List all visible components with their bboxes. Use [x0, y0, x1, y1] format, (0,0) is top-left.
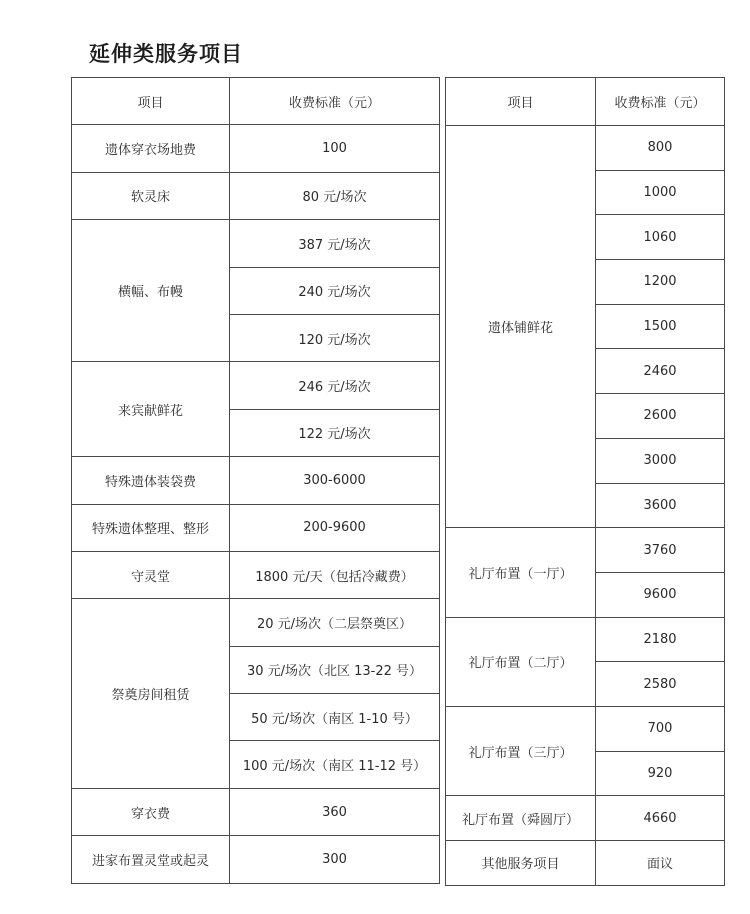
price-cell: 30 元/场次（北区 13-22 号） [230, 646, 440, 693]
price-cell: 3760 [596, 528, 725, 573]
table-row [446, 841, 725, 886]
price-cell: 2600 [596, 394, 725, 439]
price-cell: 100 [230, 125, 440, 172]
item-name-cell: 礼厅布置（舜圆厅） [446, 796, 596, 841]
item-name-cell: 遗体穿衣场地费 [72, 125, 230, 172]
table-row [72, 362, 440, 409]
price-cell: 240 元/场次 [230, 267, 440, 314]
price-cell: 246 元/场次 [230, 362, 440, 409]
item-name-cell: 特殊遗体装袋费 [72, 457, 230, 504]
item-name-cell: 遗体铺鲜花 [446, 126, 596, 528]
price-cell: 1200 [596, 260, 725, 305]
header-item: 项目 [72, 78, 230, 125]
price-cell: 2460 [596, 349, 725, 394]
price-cell: 20 元/场次（二层祭奠区） [230, 599, 440, 646]
table-row [72, 599, 440, 646]
price-cell: 50 元/场次（南区 1-10 号） [230, 694, 440, 741]
price-cell: 1500 [596, 304, 725, 349]
item-name-cell: 来宾献鲜花 [72, 362, 230, 457]
table-row [72, 125, 440, 172]
price-cell: 700 [596, 706, 725, 751]
table-header-row [72, 78, 440, 125]
page-title: 延伸类服务项目 [89, 42, 243, 66]
price-cell: 80 元/场次 [230, 172, 440, 219]
price-cell: 3600 [596, 483, 725, 528]
item-name-cell: 软灵床 [72, 172, 230, 219]
left-price-table [71, 77, 440, 884]
price-cell: 4660 [596, 796, 725, 841]
price-cell: 300-6000 [230, 457, 440, 504]
price-cell: 122 元/场次 [230, 409, 440, 456]
table-row [446, 617, 725, 662]
header-price: 收费标准（元） [230, 78, 440, 125]
price-cell: 100 元/场次（南区 11-12 号） [230, 741, 440, 788]
table-row [72, 551, 440, 598]
table-row [72, 504, 440, 551]
price-cell: 200-9600 [230, 504, 440, 551]
price-cell: 面议 [596, 841, 725, 886]
price-cell: 2180 [596, 617, 725, 662]
item-name-cell: 礼厅布置（三厅） [446, 706, 596, 795]
table-row [72, 172, 440, 219]
item-name-cell: 进家布置灵堂或起灵 [72, 836, 230, 883]
table-row [72, 457, 440, 504]
price-cell: 387 元/场次 [230, 220, 440, 267]
price-cell: 1060 [596, 215, 725, 260]
price-cell: 1000 [596, 170, 725, 215]
item-name-cell: 特殊遗体整理、整形 [72, 504, 230, 551]
price-cell: 1800 元/天（包括冷藏费） [230, 551, 440, 598]
item-name-cell: 守灵堂 [72, 551, 230, 598]
header-price: 收费标准（元） [596, 78, 725, 126]
table-row [72, 788, 440, 835]
price-cell: 300 [230, 836, 440, 883]
price-cell: 9600 [596, 572, 725, 617]
item-name-cell: 其他服务项目 [446, 841, 596, 886]
header-item: 项目 [446, 78, 596, 126]
item-name-cell: 礼厅布置（二厅） [446, 617, 596, 706]
table-row [72, 836, 440, 883]
table-row [446, 528, 725, 573]
price-cell: 920 [596, 751, 725, 796]
item-name-cell: 横幅、布幔 [72, 220, 230, 362]
price-cell: 120 元/场次 [230, 314, 440, 361]
right-price-table [445, 77, 725, 886]
price-cell: 360 [230, 788, 440, 835]
item-name-cell: 穿衣费 [72, 788, 230, 835]
table-row [446, 126, 725, 171]
item-name-cell: 礼厅布置（一厅） [446, 528, 596, 617]
table-row [446, 706, 725, 751]
item-name-cell: 祭奠房间租赁 [72, 599, 230, 789]
price-cell: 3000 [596, 438, 725, 483]
table-row [72, 220, 440, 267]
price-cell: 800 [596, 126, 725, 171]
price-cell: 2580 [596, 662, 725, 707]
table-row [446, 796, 725, 841]
table-header-row [446, 78, 725, 126]
